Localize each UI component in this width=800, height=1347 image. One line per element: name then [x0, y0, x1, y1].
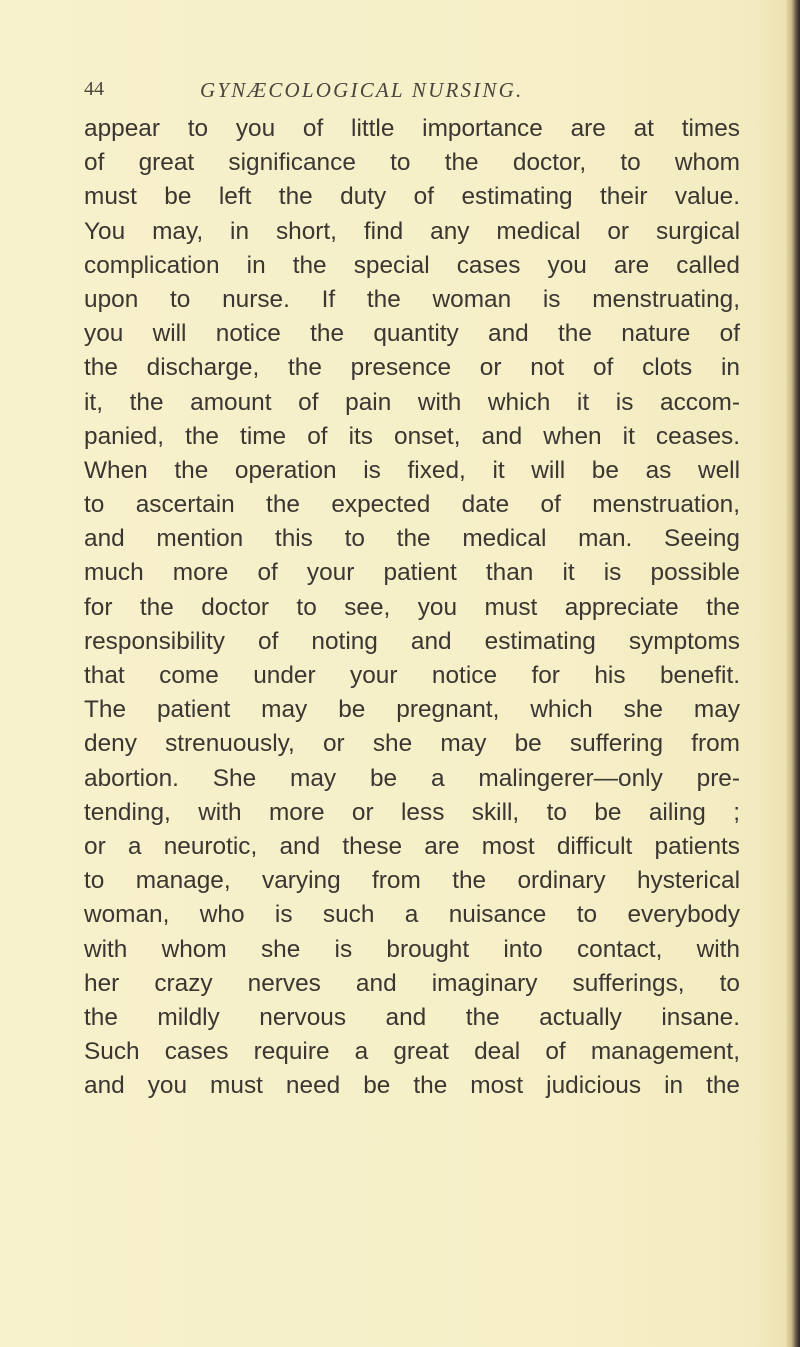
text-line: woman, who is such a nuisance to everybody [84, 901, 740, 929]
page-header [84, 78, 724, 114]
text-line: must be left the duty of estimating their value. [84, 183, 740, 211]
text-line: it, the amount of pain with which it is accom- [84, 388, 740, 416]
text-line: responsibility of noting and estimating symptoms [84, 627, 740, 655]
text-line: that come under your notice for his benefit. [84, 662, 740, 689]
text-line: abortion. She may be a malingerer—only pre- [84, 764, 740, 792]
text-line: to manage, varying from the ordinary hysterical [84, 867, 740, 895]
text-line: complication in the special cases you are called [84, 251, 740, 279]
text-line: for the doctor to see, you must appreciate the [84, 593, 740, 621]
text-line: of great significance to the doctor, to whom [84, 149, 740, 177]
text-line: you will notice the quantity and the nature of [84, 320, 740, 348]
text-line: or a neurotic, and these are most difficult patients [84, 832, 740, 860]
text-line: upon to nurse. If the woman is menstruating, [84, 285, 740, 313]
page-number: 44 [84, 78, 104, 100]
text-line: Such cases require a great deal of management, [84, 1038, 740, 1066]
text-line: the mildly nervous and the actually insane. [84, 1003, 740, 1031]
text-line: the discharge, the presence or not of clots in [84, 354, 740, 382]
text-line: her crazy nerves and imaginary sufferings, to [84, 969, 740, 997]
text-line: tending, with more or less skill, to be ailing ; [84, 798, 740, 826]
text-line: to ascertain the expected date of menstruation, [84, 491, 740, 519]
text-line: appear to you of little importance are at times [84, 115, 740, 142]
running-head: GYNÆCOLOGICAL NURSING. [200, 78, 524, 102]
text-line: deny strenuously, or she may be suffering from [84, 730, 740, 758]
text-line: and mention this to the medical man. Seeing [84, 525, 740, 553]
body-text [84, 112, 740, 1103]
text-line: and you must need be the most judicious in the [84, 1072, 740, 1100]
text-line: with whom she is brought into contact, with [84, 935, 740, 963]
text-line: When the operation is fixed, it will be as well [84, 456, 740, 484]
text-line: You may, in short, find any medical or surgical [84, 217, 740, 245]
text-line: panied, the time of its onset, and when it ceases. [84, 422, 740, 450]
text-line: The patient may be pregnant, which she may [84, 696, 740, 724]
text-line: much more of your patient than it is possible [84, 559, 740, 587]
page-edge-shadow [786, 0, 800, 1347]
